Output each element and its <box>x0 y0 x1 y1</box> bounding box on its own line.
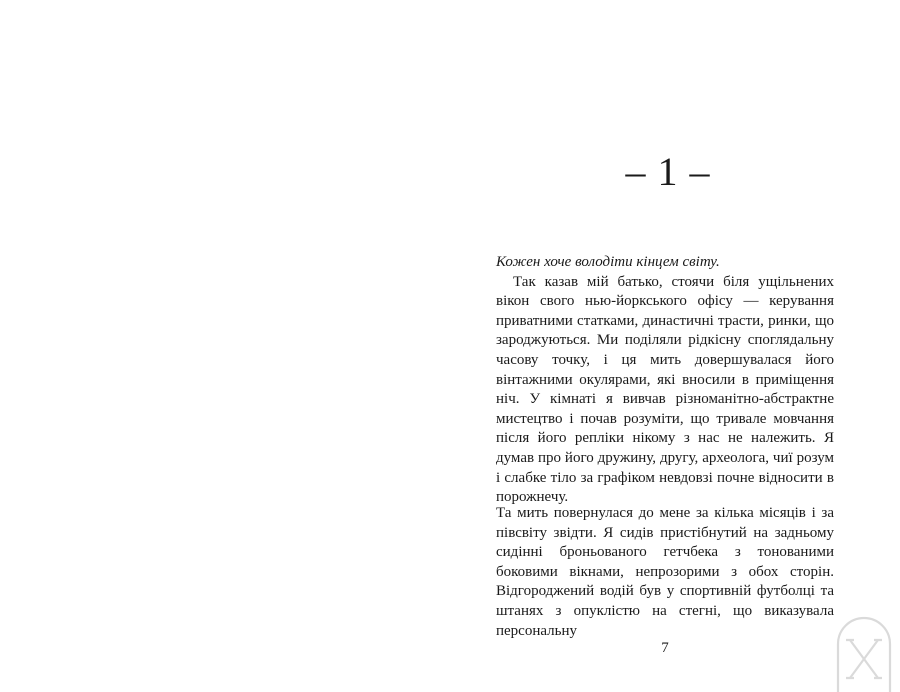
x-logo-icon <box>828 614 900 692</box>
paragraph: Так казав мій батько, стоячи біля ущільнених вікон свого нью-йоркського офісу — керування приватними статками, династичні трасти, ринки, що зароджуються. Ми поділяли рідкісну споглядальну часову точку, і ця мить довершувалася його вінтажними окулярами, які вносили в приміщення ніч. У кімнаті я вивчав різноманітно-абстрактне мистецтво і почав розуміти, що тривале мовчання після його репліки нікому з нас не належить. Я думав про його дружину, другу, археолога, чиї розум і слабке тіло за графіком невдовзі почне відносити в порожнечу. <box>496 273 834 506</box>
epigraph: Кожен хоче володіти кінцем світу. <box>496 254 720 270</box>
text-block-opening <box>496 253 834 508</box>
chapter-heading: – 1 – <box>625 149 711 194</box>
paragraph: Та мить повернулася до мене за кілька місяців і за півсвіту звідти. Я сидів пристібнутий на задньому сидінні броньованого гетчбека з тонованими боковими вікнами, непрозорими з обох сторін. Відгороджений водій був у спортивній футболці та штанях з опуклістю на стегні, що виказувала персональну <box>496 505 834 639</box>
text-block-continuation <box>496 504 834 641</box>
page-number: 7 <box>661 640 669 656</box>
